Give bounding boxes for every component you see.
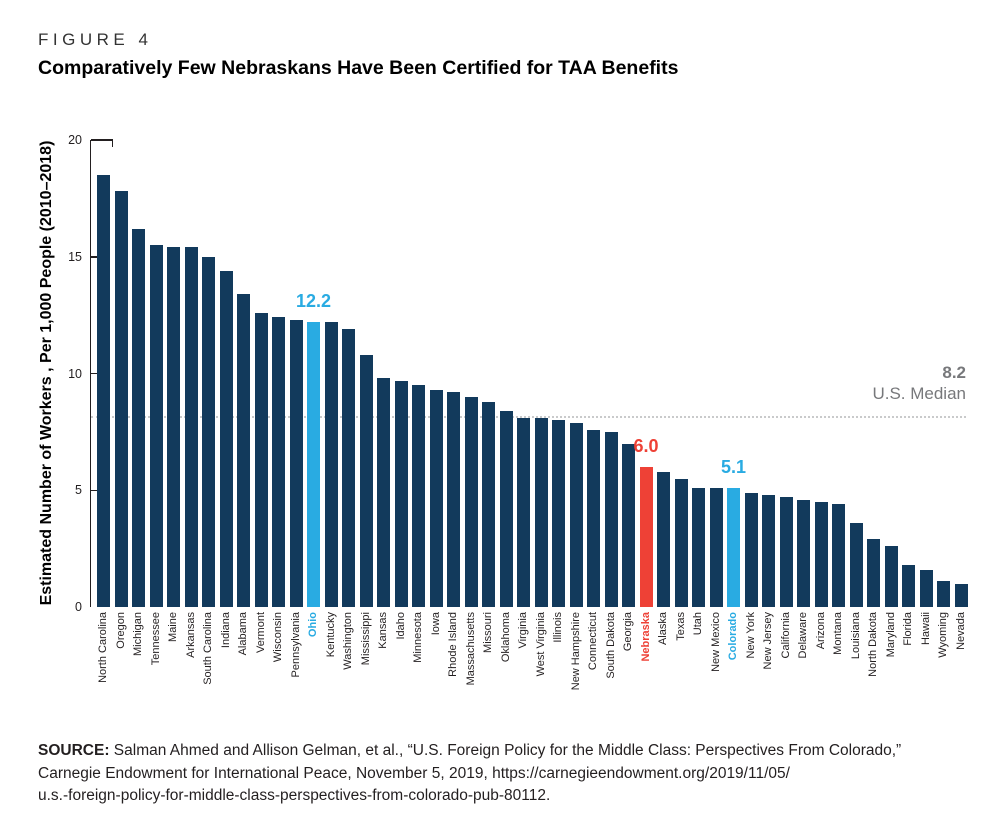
x-axis-label-pennsylvania: Pennsylvania	[289, 612, 302, 678]
bar-louisiana	[850, 523, 863, 607]
bar-missouri	[482, 402, 495, 607]
x-axis-label-washington: Washington	[342, 612, 354, 670]
x-axis-label-wisconsin: Wisconsin	[272, 612, 284, 663]
y-axis-tick-label: 5	[75, 483, 82, 498]
bar-massachusetts	[465, 397, 478, 607]
bar-hawaii	[920, 570, 933, 607]
x-axis-label-new-hampshire: New Hampshire	[569, 612, 582, 691]
bar-iowa	[430, 390, 443, 607]
x-axis-label-hawaii: Hawaii	[919, 612, 932, 646]
bar-kansas	[377, 378, 390, 607]
y-axis-tick-stub	[112, 140, 114, 147]
bar-pennsylvania	[290, 320, 303, 607]
x-axis-label-indiana: Indiana	[219, 612, 232, 649]
x-axis-label-tennessee: Tennessee	[149, 612, 162, 666]
bar-florida	[902, 565, 915, 607]
y-axis-title: Estimated Number of Workers , Per 1,000 People (2010–2018)	[38, 140, 55, 606]
bar-colorado	[727, 488, 740, 607]
bar-maine	[167, 247, 180, 607]
plot-area	[90, 140, 986, 607]
bar-rhode-island	[447, 392, 460, 607]
source-line-3: u.s.-foreign-policy-for-middle-class-perspectives-from-colorado-pub-80112.	[38, 787, 551, 804]
bar-indiana	[220, 271, 233, 607]
x-axis-label-vermont: Vermont	[254, 612, 267, 653]
x-axis-label-new-mexico: New Mexico	[709, 612, 722, 672]
x-axis-label-mississippi: Mississippi	[359, 612, 372, 666]
x-axis-label-delaware: Delaware	[797, 612, 809, 659]
x-axis-label-minnesota: Minnesota	[412, 612, 424, 663]
figure-label: FIGURE 4	[38, 30, 153, 49]
x-axis-label-north-dakota: North Dakota	[867, 612, 879, 677]
x-axis-label-maryland: Maryland	[884, 612, 897, 658]
x-axis-label-kansas: Kansas	[377, 612, 389, 649]
bar-new-hampshire	[570, 423, 583, 607]
x-axis-label-virginia: Virginia	[517, 612, 529, 649]
bar-arkansas	[185, 247, 198, 607]
us-median-label	[872, 362, 966, 404]
bar-utah	[692, 488, 705, 607]
bar-oklahoma	[500, 411, 513, 607]
bar-west-virginia	[535, 418, 548, 607]
bar-washington	[342, 329, 355, 607]
bar-connecticut	[587, 430, 600, 607]
x-axis-label-nevada: Nevada	[954, 612, 967, 650]
x-axis-label-arizona: Arizona	[814, 612, 827, 650]
source-line-2: Carnegie Endowment for International Peace, November 5, 2019, https://carnegieendowment.org/2019/11/05/	[38, 764, 790, 782]
bar-alabama	[237, 294, 250, 607]
x-axis-label-colorado: Colorado	[727, 612, 739, 661]
data-label-ohio: 12.2	[295, 291, 332, 312]
x-axis-label-louisiana: Louisiana	[849, 612, 862, 660]
x-axis-label-connecticut: Connecticut	[587, 612, 599, 671]
x-axis-label-north-carolina: North Carolina	[97, 612, 109, 683]
bar-wisconsin	[272, 317, 285, 607]
bar-north-dakota	[867, 539, 880, 607]
x-axis-label-florida: Florida	[902, 612, 914, 646]
bar-south-dakota	[605, 432, 618, 607]
y-axis-tick-label: 0	[75, 600, 82, 614]
bar-alaska	[657, 472, 670, 607]
source-note	[38, 740, 968, 808]
data-label-nebraska: 6.0	[633, 435, 659, 456]
bar-kentucky	[325, 322, 338, 607]
bar-mississippi	[360, 355, 373, 607]
x-axis-label-wyoming: Wyoming	[937, 612, 949, 658]
bar-tennessee	[150, 245, 163, 607]
bar-north-carolina	[97, 175, 110, 607]
us-median-text: U.S. Median	[872, 383, 966, 403]
y-axis-tick-label: 10	[68, 366, 82, 381]
x-axis-label-west-virginia: West Virginia	[534, 612, 547, 677]
x-axis-label-alabama: Alabama	[237, 612, 249, 656]
x-axis-label-illinois: Illinois	[552, 612, 564, 643]
figure-title: Comparatively Few Nebraskans Have Been Certified for TAA Benefits	[38, 57, 679, 79]
bar-arizona	[815, 502, 828, 607]
x-axis-label-oregon: Oregon	[114, 612, 127, 649]
y-axis-tick-label: 20	[68, 133, 82, 147]
x-axis-label-texas: Texas	[674, 612, 687, 641]
bar-new-jersey	[762, 495, 775, 607]
x-axis-label-montana: Montana	[832, 612, 844, 655]
y-axis-tick-label: 15	[68, 249, 82, 264]
x-axis-label-maine: Maine	[167, 612, 179, 642]
y-axis-tick	[91, 139, 113, 141]
x-axis-label-south-carolina: South Carolina	[202, 612, 214, 685]
x-axis-label-south-dakota: South Dakota	[604, 612, 617, 679]
x-axis-label-rhode-island: Rhode Island	[447, 612, 459, 677]
source-line-1: Salman Ahmed and Allison Gelman, et al., “U.S. Foreign Policy for the Middle Class: Perspectives From Colorado,”	[113, 742, 902, 759]
x-axis-label-ohio: Ohio	[307, 612, 319, 638]
x-axis-label-georgia: Georgia	[622, 612, 634, 652]
x-axis-label-nebraska: Nebraska	[639, 612, 652, 662]
x-axis-label-idaho: Idaho	[394, 612, 407, 640]
bar-wyoming	[937, 581, 950, 607]
x-axis-label-new-jersey: New Jersey	[762, 612, 774, 670]
bar-ohio	[307, 322, 320, 607]
source-label: SOURCE:	[38, 742, 110, 759]
x-axis-label-michigan: Michigan	[132, 612, 144, 657]
x-axis-label-kentucky: Kentucky	[324, 612, 337, 658]
bar-virginia	[517, 418, 530, 607]
data-label-colorado: 5.1	[720, 456, 747, 477]
bar-maryland	[885, 546, 898, 607]
bar-new-york	[745, 493, 758, 607]
x-axis-label-california: California	[779, 612, 792, 659]
x-axis-label-iowa: Iowa	[429, 612, 442, 636]
bar-montana	[832, 504, 845, 607]
bar-new-mexico	[710, 488, 723, 607]
bar-south-carolina	[202, 257, 215, 607]
bar-texas	[675, 479, 688, 607]
bar-georgia	[622, 444, 635, 607]
bar-delaware	[797, 500, 810, 607]
x-axis-label-oklahoma: Oklahoma	[499, 612, 512, 663]
x-axis-label-new-york: New York	[744, 612, 757, 659]
us-median-value: 8.2	[942, 362, 966, 382]
x-axis-label-massachusetts: Massachusetts	[464, 612, 477, 686]
x-axis-label-utah: Utah	[692, 612, 704, 636]
bar-minnesota	[412, 385, 425, 607]
bar-vermont	[255, 313, 268, 607]
x-axis-label-missouri: Missouri	[482, 612, 494, 653]
bar-illinois	[552, 420, 565, 607]
bar-idaho	[395, 381, 408, 607]
bar-california	[780, 497, 793, 607]
bar-oregon	[115, 191, 128, 607]
bar-michigan	[132, 229, 145, 607]
x-axis-label-arkansas: Arkansas	[184, 612, 197, 658]
x-axis-label-alaska: Alaska	[657, 612, 669, 646]
bar-nevada	[955, 584, 968, 607]
bar-nebraska	[640, 467, 653, 607]
